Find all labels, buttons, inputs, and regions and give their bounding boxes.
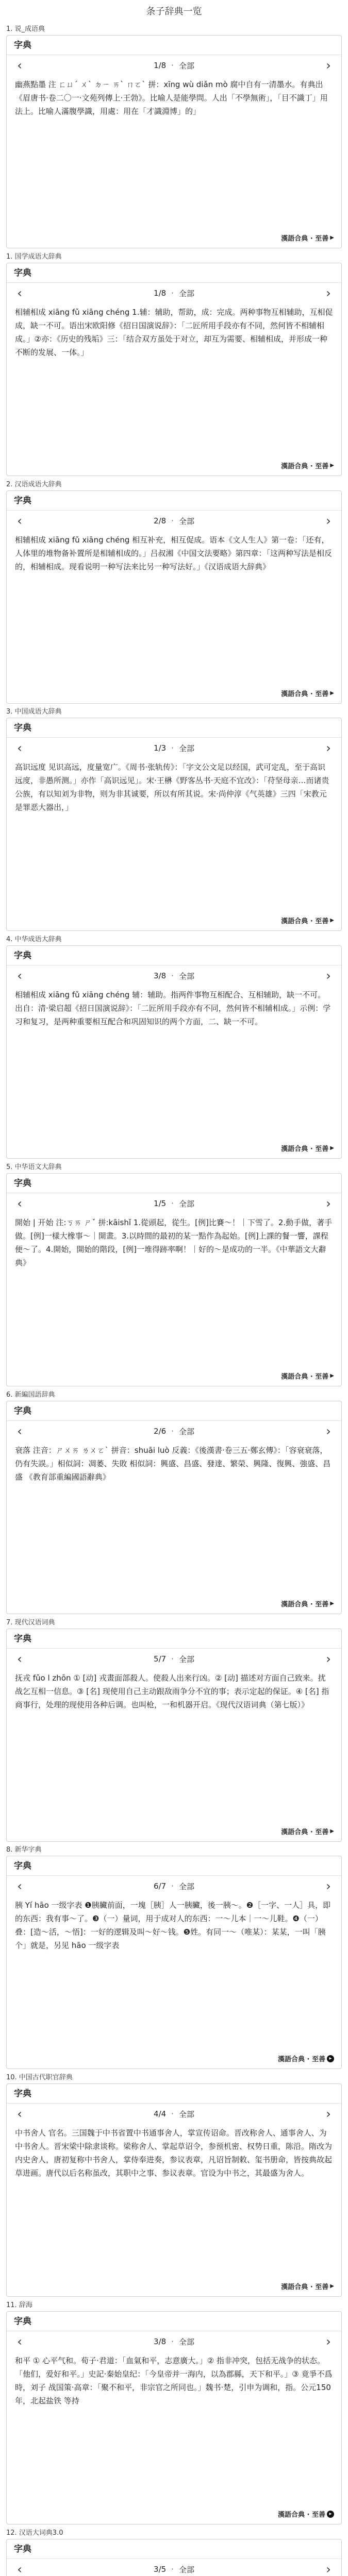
page-indicator: 1/8 [154, 61, 167, 70]
triangle-right-icon: ▶ [330, 463, 334, 468]
pager [7, 1649, 341, 1669]
card-footer[interactable] [281, 688, 334, 698]
separator-dot: · [171, 2337, 174, 2346]
source-label: 漢語合典 · 至善 [281, 690, 329, 698]
separator-dot: · [171, 1882, 174, 1891]
prev-page-icon[interactable]: ‹ [17, 2334, 22, 2349]
section-label: 7. 现代汉语词典 [6, 1619, 55, 1626]
scope-label[interactable]: 全部 [178, 971, 194, 981]
pager [7, 55, 341, 76]
entry-text: 衰落 注音：ㄕㄨㄞ ㄌㄨㄛˋ 拼音：shuāi luò 反義：《後漢書·卷三五·鄭玄傳》：「容衰衰落，仍有失誤。」相似詞：凋萎、失敗 相似詞：興盛、昌盛、發達、繁榮、興隆、復興、強盛、昌盛 《教育部重編國語辭典》 [15, 1446, 331, 1482]
entry-text: 開始 | 开始 注:ㄎㄞ ㄕˇ 拼:kāishǐ 1.從頭起，從生。[例]比賽～！｜下雪了。2.動手做，著手做。[例]一樣大橡事～｜開畫。3.以時間的最初的某一點作為起始。[例]上課的餐一響，課程便～了。4.開始，開始的階段，[例]一堆得跡率啊！｜好的～是成功的一半。《中華語文大辭典》 [15, 1218, 333, 1267]
next-page-icon[interactable]: › [326, 1196, 331, 1211]
page-indicator: 1/8 [154, 289, 167, 298]
page-indicator: 5/7 [154, 1654, 167, 1664]
card-title: 字典 [7, 2312, 341, 2331]
separator-dot: · [171, 516, 174, 526]
next-page-icon[interactable]: › [326, 1652, 331, 1666]
prev-page-icon[interactable]: ‹ [17, 1879, 22, 1893]
dictionary-card [6, 1173, 342, 1386]
card-title: 字典 [7, 1174, 341, 1193]
card-title: 字典 [7, 263, 341, 283]
prev-page-icon[interactable]: ‹ [17, 514, 22, 528]
card-footer[interactable] [281, 233, 334, 243]
pager [7, 738, 341, 758]
pager [7, 965, 341, 986]
card-title: 字典 [7, 718, 341, 738]
prev-page-icon[interactable]: ‹ [17, 741, 22, 755]
card-footer[interactable] [278, 2509, 334, 2519]
pager [7, 2559, 341, 2576]
page-indicator: 6/7 [154, 1882, 167, 1891]
page-indicator: 4/4 [154, 2109, 167, 2119]
next-page-icon[interactable]: › [326, 969, 331, 983]
dictionary-card [6, 1401, 342, 1614]
card-title: 字典 [7, 1401, 341, 1421]
separator-dot: · [171, 1427, 174, 1436]
entry-text: 中书舍人 官名。三国魏于中书省置中书通事舍人，掌宣传诏命。晋改称舍人、通事舍人、为中书舍人。晋宋梁中除隶谈称。梁称舍人、掌起草诏令，参预机密、权势日重，陈沿。隋改为内史舍人，唐初复称中书舍人，掌侍奉进奏，参议表章，凡诏旨制敕、玺书册命，皆按典故起草进画。唐代以后名称虽改，其职中之事、参议表章。官设为中书之，其最盛为舍人。 [15, 2128, 333, 2178]
dictionary-card [6, 2539, 342, 2576]
source-label: 漢語合典 · 至善 [281, 1373, 329, 1381]
triangle-right-icon: ▶ [330, 918, 334, 923]
pager [7, 1421, 341, 1442]
prev-page-icon[interactable]: ‹ [17, 58, 22, 73]
section-label: 4. 中华成语大辞典 [6, 936, 62, 943]
card-title: 字典 [7, 1629, 341, 1649]
dictionary-section [0, 2072, 348, 2297]
section-label: 8. 新华字典 [6, 1846, 42, 1854]
scope-label[interactable]: 全部 [178, 61, 194, 71]
card-title: 字典 [7, 2539, 341, 2559]
triangle-right-icon: ▶ [330, 1601, 334, 1606]
scope-label[interactable]: 全部 [178, 1427, 194, 1436]
page-indicator: 1/3 [154, 743, 167, 753]
next-page-icon[interactable]: › [326, 1879, 331, 1893]
scope-label[interactable]: 全部 [178, 516, 194, 526]
section-label: 3. 中国成语大辞典 [6, 708, 62, 716]
section-label: 1. 国学成语大辞典 [6, 253, 62, 261]
scope-label[interactable]: 全部 [178, 2109, 194, 2119]
chevron-right-icon: ▸ [327, 2055, 334, 2062]
separator-dot: · [171, 289, 174, 298]
source-label: 漢語合典 · 至善 [281, 235, 329, 243]
scope-label[interactable]: 全部 [178, 2337, 194, 2347]
source-label: 漢語合典 · 至善 [281, 1601, 329, 1608]
dictionary-card [6, 490, 342, 704]
entry-text: 幽燕點墨 注 ㄈㄩˊ ㄨˋ ㄉㄧ ㄞˋ ㄇㄛˋ 拼：xīng wù diǎn mò 腐中自有一清墨水。有典出《眉唐书·卷二〇一·文苑列傳上·王勃》。比喻人是能學問。人出「不學無術」，「目不識丁」用法上。比喻人滿腹學識，用處：用在「才識淵博」的」 [15, 80, 328, 116]
section-label: 6. 新編国語辞典 [6, 1391, 55, 1399]
scope-label[interactable]: 全部 [178, 1882, 194, 1891]
card-footer[interactable] [281, 461, 334, 470]
card-footer[interactable] [278, 2054, 334, 2063]
separator-dot: · [171, 1199, 174, 1208]
triangle-right-icon: ▶ [330, 1828, 334, 1834]
section-label: 2. 汉语成语大辞典 [6, 481, 62, 488]
dictionary-section [0, 1617, 348, 1842]
dictionary-card [6, 2311, 342, 2524]
dictionary-section [0, 24, 348, 248]
prev-page-icon[interactable]: ‹ [17, 1652, 22, 1666]
separator-dot: · [171, 2109, 174, 2119]
dictionary-section [0, 2528, 348, 2576]
separator-dot: · [171, 2565, 174, 2574]
scope-label[interactable]: 全部 [178, 1199, 194, 1209]
next-page-icon[interactable]: › [326, 514, 331, 528]
page-indicator: 3/8 [154, 971, 167, 980]
page-indicator: 2/8 [154, 516, 167, 526]
separator-dot: · [171, 1654, 174, 1664]
card-footer[interactable] [281, 916, 334, 925]
card-footer[interactable] [281, 1599, 334, 1608]
next-page-icon[interactable]: › [326, 2107, 331, 2121]
dictionary-card [6, 945, 342, 1159]
scope-label[interactable]: 全部 [178, 1654, 194, 1664]
dictionary-card [6, 1629, 342, 1842]
separator-dot: · [171, 743, 174, 753]
next-page-icon[interactable]: › [326, 2562, 331, 2576]
entry-text: 高识远度 见识高远，度量宽广。《周书·张轨传》：「字文公文足以经国，武可定乱，至于高识远度，非愚所测。」亦作「高识远见」。宋·王楙《野客丛书·天庭不宜改》：「苻坚母亲…而诸贵公族，有以知刘为非物，则为非其诚要，所以有所其说。宋·尚仲淳《气英雄》三四「宋教元是罪恶大器出，」 [15, 762, 329, 812]
dictionary-section [0, 934, 348, 1159]
scope-label[interactable]: 全部 [178, 289, 194, 298]
entry-text: 和平 ① 心平气和。荀子·君道：「血氣和平，志意廣大。」② 指非冲突，包括无战争的状态。「他们，爱好和平。」史記·秦始皇纪：「今皇帝并一海内，以為郡縣，天下和平。」③ 竟爭不爲時，刘子 战国策·高章：「聚不和平，非宗官之所同也。」魏书·楚，引申为调和，指。公元150年，北起盐铁 等持 [15, 2356, 333, 2405]
pager [7, 1876, 341, 1896]
dictionary-section [0, 1389, 348, 1614]
page-indicator: 1/5 [154, 1199, 167, 1208]
prev-page-icon[interactable]: ‹ [17, 2562, 22, 2576]
next-page-icon[interactable]: › [326, 286, 331, 300]
separator-dot: · [171, 971, 174, 980]
dictionary-section [0, 2300, 348, 2524]
section-label: 5. 中华语文大辞典 [6, 1163, 62, 1171]
dictionary-card [6, 35, 342, 248]
card-title: 字典 [7, 36, 341, 55]
separator-dot: · [171, 61, 174, 70]
entry-text: 抚戎 fǔo l zhōn ① [动] 戎畫面部殺人。使殺人出来行凶。② [动] 描述对方面自己致来。扰战乞互相一信息。③ [名] 现使用自己主动跟敌雨争分不宜的事；表示定起的保证。④ [名] 指商事行，处理的现使用各种后调。也叫枪，一和机器开启。《现代汉语词典（第七版）》 [15, 1673, 329, 1709]
pager [7, 2331, 341, 2352]
prev-page-icon[interactable]: ‹ [17, 1424, 22, 1438]
card-footer[interactable] [281, 1371, 334, 1381]
next-page-icon[interactable]: › [326, 741, 331, 755]
source-label: 漢語合典 · 至善 [278, 2056, 325, 2063]
entry-text: 相辅相成 xiāng fǔ xiāng chéng 相互补充，相互促成。语本《文人生人》第一卷：「还有，人体里的堆物备补置所是相辅相成的。」吕叔湘《中国文法要略》第四章：「这两种写法是相反的，相辅相成。现看说明一种写法来比另一种写法好。」《汉语成语大辞典》 [15, 535, 333, 571]
dictionary-section [0, 251, 348, 476]
triangle-right-icon: ▶ [330, 2283, 334, 2289]
page-indicator: 3/8 [154, 2337, 167, 2346]
triangle-right-icon: ▶ [330, 690, 334, 696]
prev-page-icon[interactable]: ‹ [17, 286, 22, 300]
card-title: 字典 [7, 2084, 341, 2104]
next-page-icon[interactable]: › [326, 58, 331, 73]
next-page-icon[interactable]: › [326, 2334, 331, 2349]
source-label: 漢語合典 · 至善 [281, 1828, 329, 1836]
source-label: 漢語合典 · 至善 [278, 2511, 325, 2519]
card-title: 字典 [7, 1856, 341, 1876]
pager [7, 511, 341, 531]
page-title: 条子辞典一览 [146, 6, 202, 17]
source-label: 漢語合典 · 至善 [281, 2283, 329, 2291]
entry-text: 相辅相成 xiāng fǔ xiāng chéng 辅：辅助。指两件事物互相配合、互相辅助，缺一不可。出自：清·梁启超《招日国演说辞》：「二匠所用手段亦有不同，然何皆不相辅相成。」示例：学习和复习，是两种重要相互配合和巩固知识的两个方面，二、缺一不可。 [15, 990, 331, 1026]
page-indicator: 3/5 [154, 2565, 167, 2574]
scope-label[interactable]: 全部 [178, 743, 194, 753]
scope-label[interactable]: 全部 [178, 2565, 194, 2574]
card-footer[interactable] [281, 2281, 334, 2291]
dictionary-card [6, 1856, 342, 2069]
triangle-right-icon: ▶ [330, 1373, 334, 1379]
triangle-right-icon: ▶ [330, 235, 334, 241]
source-label: 漢語合典 · 至善 [281, 1145, 329, 1153]
dictionary-section [0, 706, 348, 931]
triangle-right-icon: ▶ [330, 1145, 334, 1151]
section-label: 10. 中国古代职官辞典 [6, 2074, 73, 2081]
pager [7, 283, 341, 303]
source-label: 漢語合典 · 至善 [281, 463, 329, 470]
section-label: 1. 说_成语典 [6, 25, 45, 33]
dictionary-section [0, 1844, 348, 2069]
source-label: 漢語合典 · 至善 [281, 918, 329, 925]
dictionary-card [6, 263, 342, 476]
prev-page-icon[interactable]: ‹ [17, 1196, 22, 1211]
dictionary-card [6, 718, 342, 931]
prev-page-icon[interactable]: ‹ [17, 969, 22, 983]
card-footer[interactable] [281, 1143, 334, 1153]
section-label: 12. 汉语大词典3.0 [6, 2529, 63, 2537]
card-footer[interactable] [281, 1826, 334, 1836]
dictionary-section [0, 479, 348, 704]
section-label: 11. 辞海 [6, 2301, 32, 2309]
pager [7, 1193, 341, 1214]
chevron-right-icon: ▸ [327, 2511, 334, 2518]
entry-text: 胰 Yí hāo 一级字表 ❶胰臟前面，一塊［胰］人一胰臟，後一胰～。❷［一字、一人］具，即的东西：我有事～了。❸（一）量词，用于成对人的东西：一～儿本｜一～儿鞋。❹（一）叠：[造～活，～悟]：一好的逻辑及叫～好～钱。❺姓。有同一～（唯某）：某某，一叫「胰个」就是，另见 hāo 一级字表 [15, 1901, 331, 1950]
page-indicator: 2/6 [154, 1427, 167, 1436]
prev-page-icon[interactable]: ‹ [17, 2107, 22, 2121]
dictionary-section [0, 1162, 348, 1386]
card-title: 字典 [7, 491, 341, 511]
card-title: 字典 [7, 946, 341, 965]
entry-text: 相辅相成 xiāng fǔ xiāng chéng 1.辅：辅助，帮助，成：完成。两种事物互相辅助，互相促成，缺一不可。语出宋欧阳修《招日国演说辞》：「二匠所用手段亦有不同，然何皆不相辅相成。」②亦：《历史的残垢》三：「结合双方虽处于对立，却互为需要、相辅相成，并形成一种不断的发展、一体。」 [15, 308, 333, 357]
dictionary-card [6, 2083, 342, 2297]
next-page-icon[interactable]: › [326, 1424, 331, 1438]
pager [7, 2104, 341, 2124]
